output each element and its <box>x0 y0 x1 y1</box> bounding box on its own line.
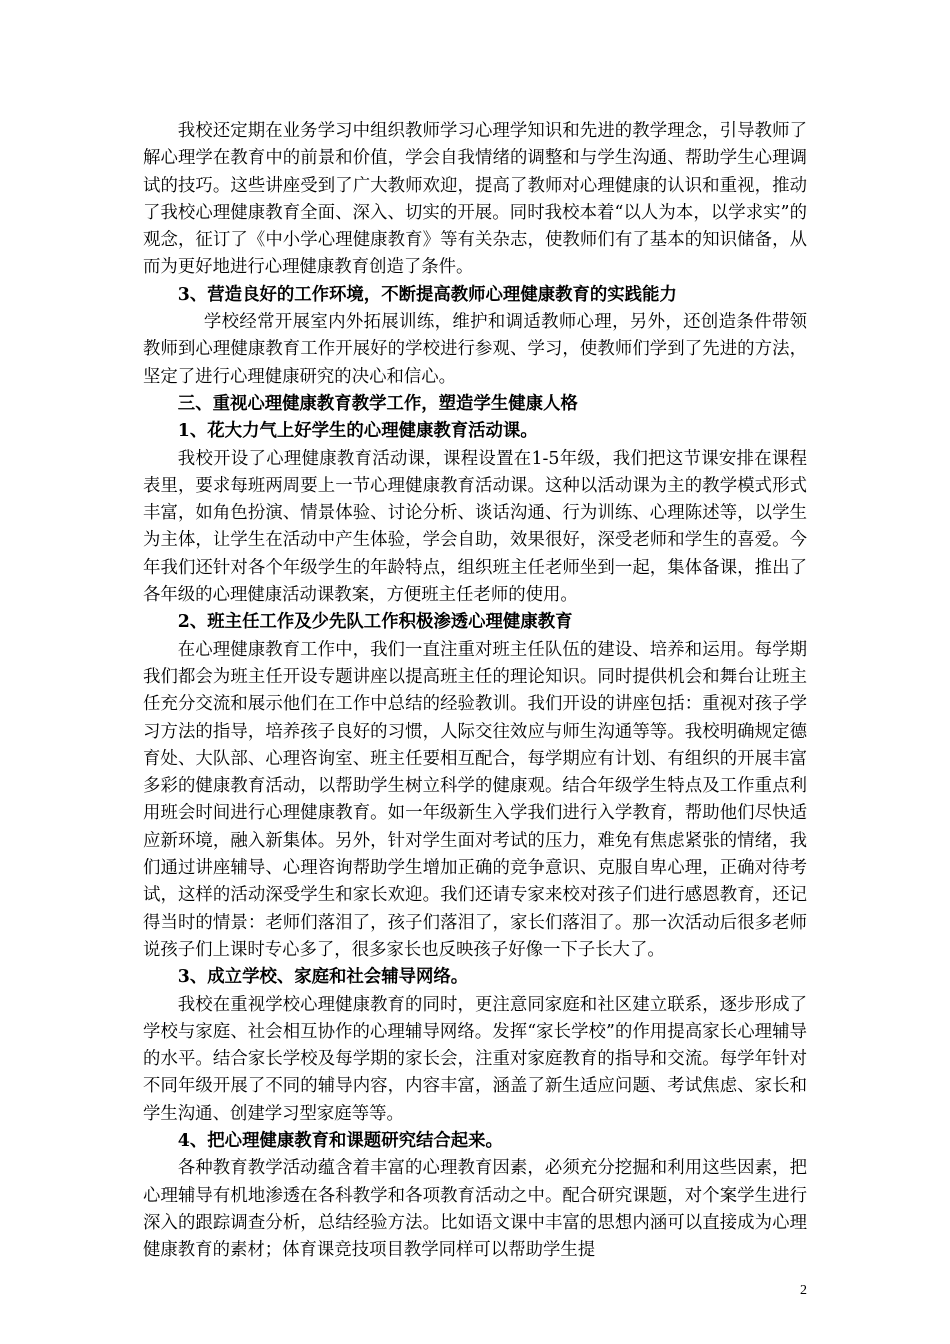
paragraph-teacher-study: 我校还定期在业务学习中组织教师学习心理学知识和先进的教学理念，引导教师了解心理学在教育中的前景和价值，学会自我情绪的调整和与学生沟通、帮助学生心理调试的技巧。这些讲座受到了广大教师欢迎，提高了教师对心理健康的认识和重视，推动了我校心理健康教育全面、深入、切实的开展。同时我校本着“以人为本，以学求实”的观念，征订了《中小学心理健康教育》等有关杂志，使教师们有了基本的知识储备，从而为更好地进行心理健康教育创造了条件。 <box>143 121 807 278</box>
heading-class-teacher-work: 2、班主任工作及少先队工作积极渗透心理健康教育 <box>177 612 573 633</box>
paragraph-research-integration: 各种教育教学活动蕴含着丰富的心理教育因素，必须充分挖掘和利用这些因素，把心理辅导有机地渗透在各科教学和各项教育活动之中。配合研究课题，对个案学生进行深入的跟踪调查分析，总结经验方法。比如语文课中丰富的思想内涵可以直接成为心理健康教育的素材；体育课竞技项目教学同样可以帮助学生提 <box>143 1158 807 1261</box>
document-body <box>143 118 807 1264</box>
heading-support-network: 3、成立学校、家庭和社会辅导网络。 <box>177 967 469 988</box>
heading-research-integration: 4、把心理健康教育和课题研究结合起来。 <box>177 1130 503 1151</box>
heading-section-three: 三、重视心理健康教育教学工作，塑造学生健康人格 <box>177 393 578 414</box>
paragraph-activity-class: 我校开设了心理健康教育活动课，课程设置在1-5年级，我们把这节课安排在课程表里，要求每班两周要上一节心理健康教育活动课。这种以活动课为主的教学模式形式丰富，如角色扮演、情景体验、讨论分析、谈话沟通、行为训练、心理陈述等，以学生为主体，让学生在活动中产生体验，学会自助，效果很好，深受老师和学生的喜爱。今年我们还针对各个年级学生的年龄特点，组织班主任老师坐到一起，集体备课，推出了各年级的心理健康活动课教案，方便班主任老师的使用。 <box>143 448 807 606</box>
paragraph-outdoor-training: 学校经常开展室内外拓展训练，维护和调适教师心理，另外，还创造条件带领教师到心理健康教育工作开展好的学校进行参观、学习，使教师们学到了先进的方法，坚定了进行心理健康研究的决心和信心。 <box>143 312 807 387</box>
heading-activity-class: 1、花大力气上好学生的心理健康教育活动课。 <box>177 421 538 442</box>
page-number: 2 <box>800 1283 807 1298</box>
paragraph-support-network: 我校在重视学校心理健康教育的同时，更注意同家庭和社区建立联系，逐步形成了学校与家庭、社会相互协作的心理辅导网络。发挥“家长学校”的作用提高家长心理辅导的水平。结合家长学校及每学期的家长会，注重对家庭教育的指导和交流。每学年针对不同年级开展了不同的辅导内容，内容丰富，涵盖了新生适应问题、考试焦虑、家长和学生沟通、创建学习型家庭等等。 <box>143 994 807 1124</box>
heading-work-environment: 3、营造良好的工作环境，不断提高教师心理健康教育的实践能力 <box>177 284 677 305</box>
paragraph-class-teacher-work: 在心理健康教育工作中，我们一直注重对班主任队伍的建设、培养和运用。每学期我们都会为班主任开设专题讲座以提高班主任的理论知识。同时提供机会和舞台让班主任充分交流和展示他们在工作中总结的经验教训。我们开设的讲座包括：重视对孩子学习方法的指导，培养孩子良好的习惯，人际交往效应与师生沟通等等。我校明确规定德育处、大队部、心理咨询室、班主任要相互配合，每学期应有计划、有组织的开展丰富多彩的健康教育活动，以帮助学生树立科学的健康观。结合年级学生特点及工作重点利用班会时间进行心理健康教育。如一年级新生入学我们进行入学教育，帮助他们尽快适应新环境，融入新集体。另外，针对学生面对考试的压力，难免有焦虑紧张的情绪，我们通过讲座辅导、心理咨询帮助学生增加正确的竞争意识、克服自卑心理，正确对待考试，这样的活动深受学生和家长欢迎。我们还请专家来校对孩子们进行感恩教育，还记得当时的情景：老师们落泪了，孩子们落泪了，家长们落泪了。那一次活动后很多老师说孩子们上课时专心多了，很多家长也反映孩子好像一下子长大了。 <box>143 639 807 960</box>
